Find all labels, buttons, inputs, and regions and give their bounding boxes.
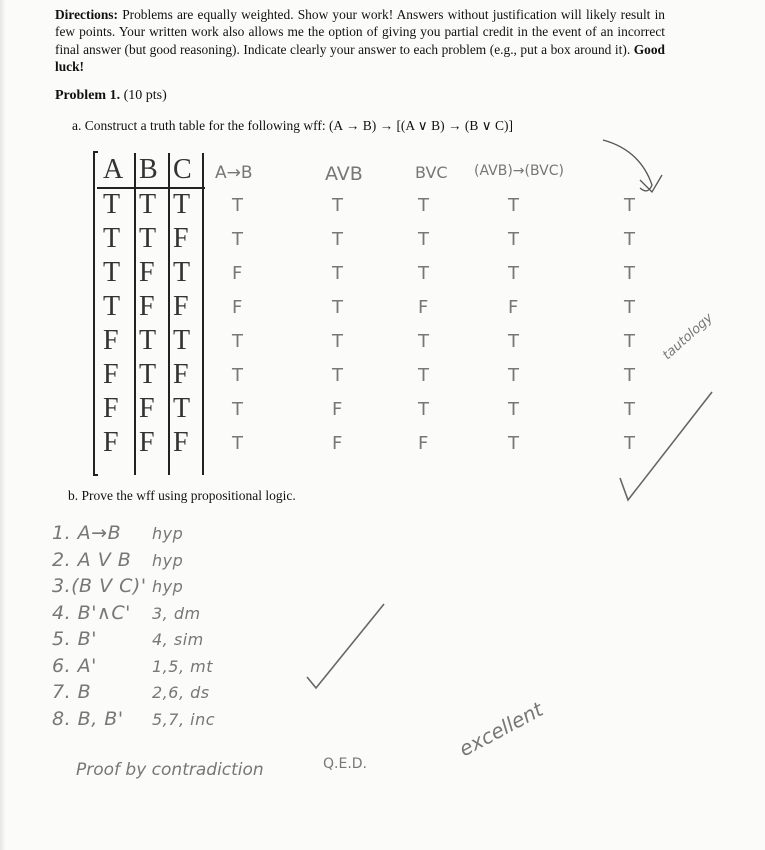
table-cell: F bbox=[139, 257, 155, 288]
table-cell: T bbox=[508, 365, 519, 386]
proof-justification: hyp bbox=[152, 550, 184, 570]
table-cell: F bbox=[418, 297, 429, 318]
table-header-cell: (AVB)→(BVC) bbox=[474, 163, 564, 179]
table-cell: T bbox=[508, 331, 519, 352]
proof-justification: 5,7, inc bbox=[152, 709, 215, 729]
proof-justification: hyp bbox=[152, 577, 184, 596]
table-cell: F bbox=[173, 359, 189, 390]
problem-number: Problem 1. bbox=[55, 88, 121, 103]
table-cell: T bbox=[232, 195, 243, 216]
directions-label: Directions: bbox=[55, 7, 118, 22]
table-cell: F bbox=[103, 359, 119, 390]
conclusion-text: Proof by contradiction bbox=[76, 760, 264, 780]
table-cell: T bbox=[508, 433, 519, 454]
part-a-prompt: a. Construct a truth table for the following wff: (A → B) → [(A ∨ B) → (B ∨ C)] bbox=[72, 118, 513, 133]
table-cell: F bbox=[103, 325, 119, 356]
table-header-cell: AVB bbox=[325, 163, 363, 185]
table-cell: T bbox=[418, 365, 429, 386]
proof-step: 8. B, B' bbox=[52, 707, 124, 730]
part-b-prompt: b. Prove the wff using propositional logic. bbox=[68, 488, 296, 503]
table-cell: F bbox=[173, 291, 189, 322]
table-cell: T bbox=[139, 325, 157, 356]
proof-line bbox=[52, 681, 210, 703]
directions-closing: Good luck! bbox=[55, 41, 665, 74]
table-cell: F bbox=[332, 399, 343, 420]
table-header-cell: B bbox=[139, 154, 158, 185]
table-cell: F bbox=[139, 291, 155, 322]
table-cell: F bbox=[173, 427, 189, 458]
proof-step: 3.(B V C)' bbox=[52, 575, 147, 597]
table-header-cell: C bbox=[173, 154, 192, 185]
tautology-note: tautology bbox=[660, 310, 717, 364]
proof-line bbox=[52, 708, 215, 730]
table-cell: T bbox=[139, 189, 157, 220]
proof-line bbox=[52, 655, 213, 677]
proof-step: 1. A→B bbox=[52, 522, 122, 544]
table-cell: T bbox=[332, 365, 343, 386]
table-cell: F bbox=[103, 427, 119, 458]
table-cell: T bbox=[418, 399, 429, 420]
table-header-cell: A bbox=[103, 154, 124, 185]
table-cell: T bbox=[232, 433, 243, 454]
problem-points: (10 pts) bbox=[123, 88, 167, 103]
table-cell: T bbox=[232, 365, 243, 386]
proof-justification: hyp bbox=[152, 524, 184, 543]
table-cell: F bbox=[232, 263, 243, 284]
table-cell: T bbox=[508, 195, 519, 216]
table-header-cell: A→B bbox=[215, 163, 253, 183]
proof-justification: 1,5, mt bbox=[152, 656, 213, 676]
proof-step: 2. A V B bbox=[52, 548, 132, 571]
proof-line bbox=[52, 575, 183, 597]
table-cell: T bbox=[232, 331, 243, 352]
table-cell: T bbox=[624, 365, 635, 386]
header-arc-mark bbox=[603, 140, 652, 191]
table-cell: T bbox=[508, 263, 519, 284]
table-cell: T bbox=[232, 399, 243, 420]
table-cell: T bbox=[624, 195, 635, 216]
proof-justification: 2,6, ds bbox=[152, 683, 210, 702]
proof-step: 5. B' bbox=[52, 628, 97, 650]
table-cell: F bbox=[139, 393, 155, 424]
table-cell: T bbox=[332, 229, 343, 250]
table-cell: T bbox=[624, 399, 635, 420]
table-cell: T bbox=[418, 195, 429, 216]
table-cell: T bbox=[332, 195, 343, 216]
table-cell: T bbox=[418, 229, 429, 250]
table-cell: T bbox=[624, 433, 635, 454]
qed-mark: Q.E.D. bbox=[323, 756, 367, 772]
proof-step: 7. B bbox=[52, 681, 92, 703]
table-cell: T bbox=[139, 223, 157, 254]
table-cell: T bbox=[332, 263, 343, 284]
table-cell: T bbox=[139, 359, 157, 390]
table-check-icon bbox=[620, 392, 712, 500]
table-cell: F bbox=[139, 427, 155, 458]
table-cell: T bbox=[332, 297, 343, 318]
table-header-cell: BVC bbox=[415, 163, 448, 182]
table-cell: T bbox=[173, 393, 191, 424]
table-cell: T bbox=[418, 331, 429, 352]
table-cell: T bbox=[624, 263, 635, 284]
proof-line bbox=[52, 522, 183, 544]
table-cell: T bbox=[624, 331, 635, 352]
table-cell: F bbox=[418, 433, 429, 454]
table-cell: T bbox=[332, 331, 343, 352]
excellent-note: excellent bbox=[455, 697, 547, 762]
table-cell: F bbox=[173, 223, 189, 254]
table-cell: T bbox=[173, 325, 191, 356]
table-cell: T bbox=[103, 291, 121, 322]
table-cell: T bbox=[103, 257, 121, 288]
table-cell: F bbox=[332, 433, 343, 454]
proof-step: 4. B'∧C' bbox=[52, 601, 131, 624]
proof-line bbox=[52, 628, 204, 650]
table-cell: T bbox=[508, 399, 519, 420]
table-cell: T bbox=[508, 229, 519, 250]
table-cell: T bbox=[173, 257, 191, 288]
table-cell: T bbox=[232, 229, 243, 250]
proof-justification: 4, sim bbox=[152, 630, 204, 649]
table-cell: T bbox=[103, 223, 121, 254]
table-cell: T bbox=[624, 229, 635, 250]
table-cell: T bbox=[103, 189, 121, 220]
table-cell: T bbox=[418, 263, 429, 284]
table-cell: F bbox=[508, 297, 519, 318]
table-cell: F bbox=[103, 393, 119, 424]
proof-step: 6. A' bbox=[52, 654, 97, 677]
table-grid bbox=[94, 152, 205, 475]
proof-line bbox=[52, 549, 183, 571]
table-cell: T bbox=[624, 297, 635, 318]
proof-justification: 3, dm bbox=[152, 603, 201, 623]
proof-line bbox=[52, 602, 201, 624]
proof-check-icon bbox=[307, 604, 384, 688]
directions-text: Problems are equally weighted. Show your work! Answers without justification will likely result in few points. Your written work also allows me the option of giving you partial credit in the event of an incorrect final answer (but good reasoning). Indicate clearly your answer to each problem (e.g., put a box around it). bbox=[55, 7, 665, 57]
table-cell: F bbox=[232, 297, 243, 318]
table-cell: T bbox=[173, 189, 191, 220]
